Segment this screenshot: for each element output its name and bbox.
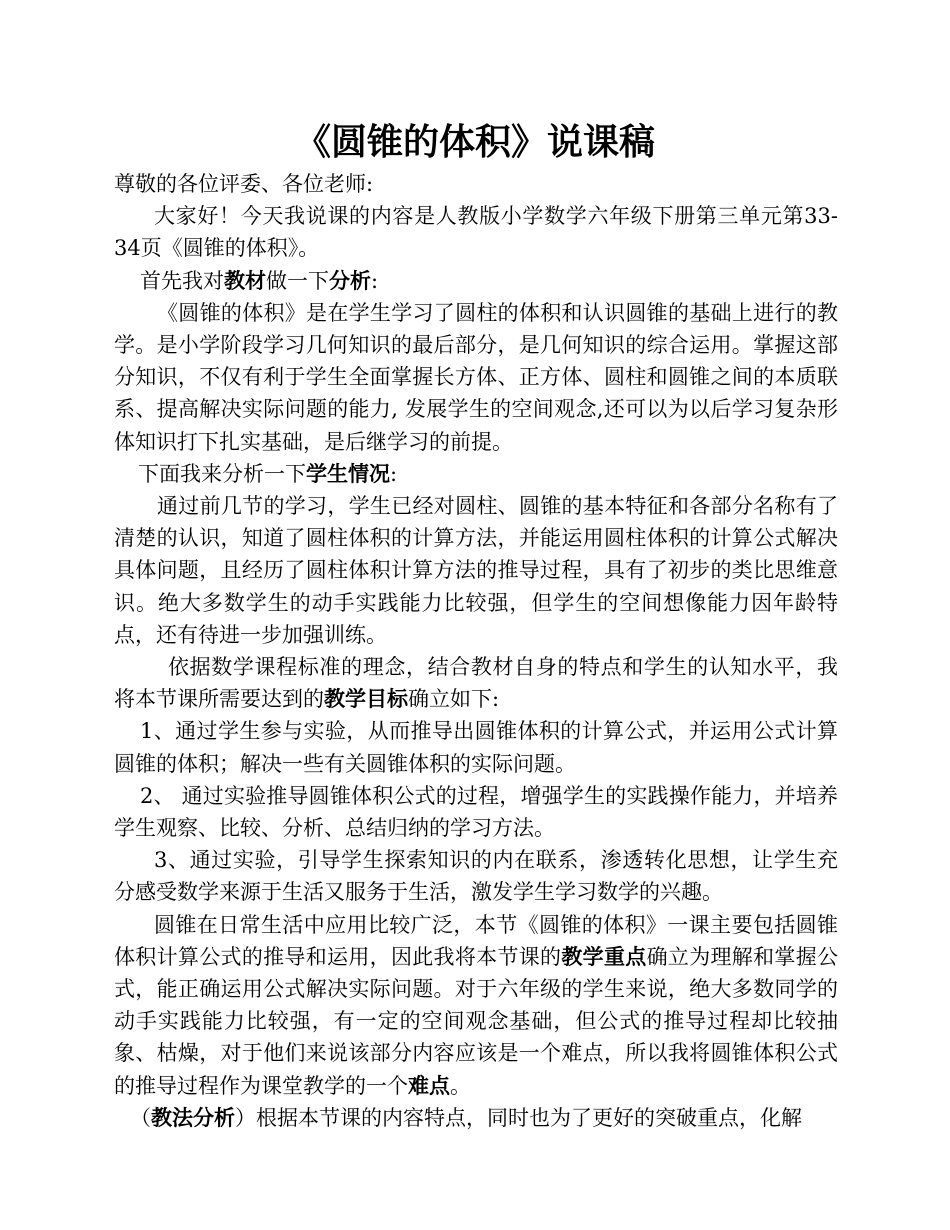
intro-paragraph: 大家好！今天我说课的内容是人教版小学数学六年级下册第三单元第33-34页《圆锥的体积》。 — [114, 204, 838, 261]
textbook-heading: 首先我对教材做一下分析: — [140, 267, 379, 293]
student-analysis-paragraph: 通过前几节的学习，学生已经对圆柱、圆锥的基本特征和各部分名称有了清楚的认识，知道了圆柱体积的计算方法，并能运用圆柱体积的计算公式解决具体问题，且经历了圆柱体积计算方法的推导过程，具有了初步的类比思维意识。绝大多数学生的动手实践能力比较强，但学生的空间想像能力因年龄特点，还有待进一步加强训练。 — [114, 494, 838, 647]
method-paragraph: （教法分析）根据本节课的内容特点，同时也为了更好的突破重点，化解 — [130, 1104, 802, 1130]
document-title: 《圆锥的体积》说课稿 — [294, 121, 655, 163]
goal-item: 2、 通过实验推导圆锥体积公式的过程，增强学生的实践操作能力，并培养学生观察、比较、分析、总结归纳的学习方法。 — [114, 783, 838, 841]
greeting: 尊敬的各位评委、各位老师: — [114, 172, 374, 196]
goal-item: 1、通过学生参与实验，从而推导出圆锥体积的计算公式，并运用公式计算圆锥的体积；解决一些有关圆锥体积的实际问题。 — [114, 719, 838, 776]
document-body — [114, 168, 838, 1134]
goals-intro-paragraph: 依据数学课程标准的理念，结合教材自身的特点和学生的认知水平，我将本节课所需要达到的教学目标确立如下: — [114, 655, 838, 712]
textbook-analysis-paragraph: 《圆锥的体积》是在学生学习了圆柱的体积和认识圆锥的基础上进行的教学。是小学阶段学习几何知识的最后部分，是几何知识的综合运用。掌握这部分知识，不仅有利于学生全面掌握长方体、正方体、圆柱和圆锥之间的本质联系、提高解决实际问题的能力, 发展学生的空间观念,还可以为以后学习复杂形体知识打下扎实基础，是后继学习的前提。 — [114, 300, 838, 454]
goal-item: 3、通过实验，引导学生探索知识的内在联系，渗透转化思想，让学生充分感受数学来源于生活又服务于生活，激发学生学习数学的兴趣。 — [114, 848, 838, 905]
student-heading: 下面我来分析一下学生情况: — [138, 460, 398, 486]
focus-paragraph: 圆锥在日常生活中应用比较广泛，本节《圆锥的体积》一课主要包括圆锥体积计算公式的推导和运用，因此我将本节课的教学重点确立为理解和掌握公式，能正确运用公式解决实际问题。对于六年级的学生来说，绝大多数同学的动手实践能力比较强，有一定的空间观念基础，但公式的推导过程却比较抽象、枯燥，对于他们来说该部分内容应该是一个难点，所以我将圆锥体积公式的推导过程作为课堂教学的一个难点。 — [114, 912, 839, 1098]
